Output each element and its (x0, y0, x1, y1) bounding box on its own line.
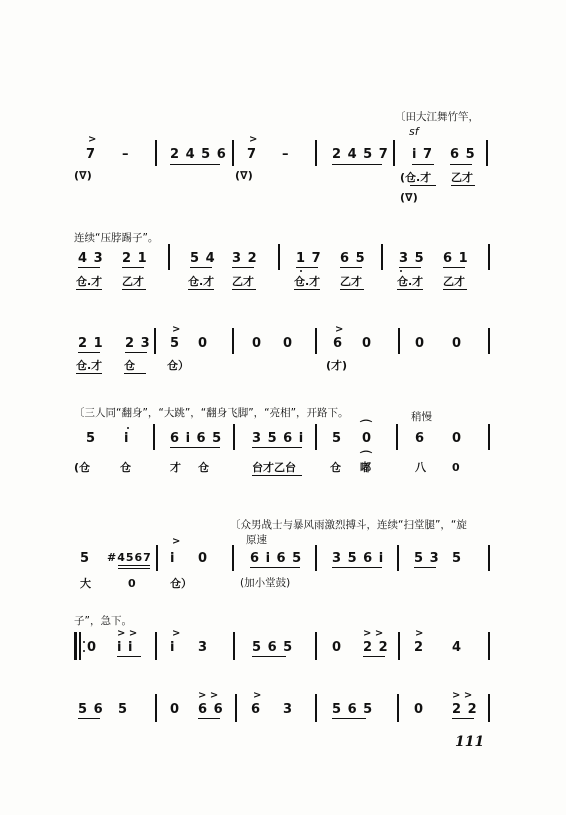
percussion-syllable: (仓 (74, 461, 91, 474)
note: 7 (247, 147, 258, 162)
barline (232, 328, 234, 354)
note: 6 (333, 336, 344, 351)
barline (488, 694, 490, 722)
accent-mark: > (88, 134, 97, 145)
tempo-marking: 稍慢 (411, 411, 432, 423)
note: 3 5 (399, 251, 425, 266)
barline (235, 694, 237, 722)
note: 0 (198, 551, 209, 566)
note: 0 (283, 336, 294, 351)
underline (414, 567, 436, 568)
note: 5 6 5 (252, 640, 294, 655)
percussion-syllable: 台才乙台 (252, 461, 296, 474)
note: 0 (198, 336, 209, 351)
percussion-syllable: 乙才 (451, 171, 473, 184)
octave-dot (127, 427, 129, 429)
underline (78, 267, 100, 268)
note: 5 (118, 702, 129, 717)
percussion-syllable: (仓.才 (400, 171, 432, 184)
barline (168, 244, 170, 270)
percussion-syllable: 仓.才 (294, 275, 321, 288)
note: 0 (332, 640, 343, 655)
percussion-syllable: (∇) (400, 191, 418, 204)
fermata-icon: ⌒ (360, 419, 373, 433)
percussion-syllable: 乙才 (443, 275, 465, 288)
barline (393, 140, 395, 166)
barline (398, 632, 400, 660)
barline (315, 328, 317, 354)
note: 2 2 (452, 702, 478, 717)
page-number: 111 (455, 734, 485, 750)
note: 2 (414, 640, 425, 655)
underline (340, 267, 362, 268)
underline (252, 447, 302, 448)
stage-direction-3: 〔三人同“翻身”，“大跳”，“翻身飞脚”，“亮相”，开路下。 (74, 407, 349, 419)
note: 6 5 (340, 251, 366, 266)
underline (252, 475, 302, 476)
underline (296, 267, 318, 268)
note: 5 (332, 431, 343, 446)
note: 3 5 6 i (252, 431, 305, 446)
note: 0 (170, 702, 181, 717)
note: 5 (452, 551, 463, 566)
note: 3 2 (232, 251, 258, 266)
percussion-syllable: 仓 (330, 461, 341, 474)
note: 5 (80, 551, 91, 566)
barline (488, 244, 490, 270)
note: 6 1 (443, 251, 469, 266)
accent-mark: > (335, 324, 344, 335)
note: i i (117, 640, 134, 655)
underline (76, 289, 102, 290)
note: 6 (415, 431, 426, 446)
barline (315, 694, 317, 722)
barline (486, 140, 488, 166)
underline (450, 164, 472, 165)
note: 2 3 (125, 336, 151, 351)
percussion-syllable: 仓 (120, 461, 131, 474)
underline (78, 718, 100, 719)
percussion-syllable: 仓） (170, 577, 192, 590)
note: 5 (86, 431, 97, 446)
underline (410, 185, 436, 186)
accent-mark: > (172, 324, 181, 335)
accent-mark: > (172, 536, 181, 547)
note: i (170, 640, 176, 655)
underline (76, 373, 102, 374)
percussion-syllable: 仓.才 (397, 275, 424, 288)
underline (332, 718, 366, 719)
accent-mark: > > (117, 628, 138, 639)
barline (154, 328, 156, 354)
note: 5 4 (190, 251, 216, 266)
underline (117, 656, 141, 657)
percussion-syllable: 乙才 (232, 275, 254, 288)
barline (381, 244, 383, 270)
note: 0 (362, 431, 373, 446)
underline (451, 185, 475, 186)
note: 0 (452, 336, 463, 351)
barline (153, 424, 155, 450)
percussion-syllable: (∇) (235, 169, 253, 182)
barline (488, 424, 490, 450)
percussion-syllable: 仓.才 (188, 275, 215, 288)
underline (190, 267, 212, 268)
note: 1 7 (296, 251, 322, 266)
barline (398, 328, 400, 354)
note: 4 3 (78, 251, 104, 266)
barline (397, 694, 399, 722)
barline (315, 545, 317, 571)
percussion-syllable: 仓 (124, 359, 135, 372)
stage-direction-5: 子”，急下。 (74, 615, 132, 627)
barline (232, 545, 234, 571)
note: i (170, 551, 176, 566)
underline (250, 567, 300, 568)
repeat-dot (83, 650, 85, 652)
barline (278, 244, 280, 270)
barline (232, 140, 234, 166)
percussion-syllable: (才) (326, 359, 348, 372)
barline (156, 545, 158, 571)
note: 0 (414, 702, 425, 717)
repeat-barline (79, 632, 81, 660)
fermata-icon: ⌒ (360, 450, 373, 464)
note: 2 1 (78, 336, 104, 351)
note: 4 (452, 640, 463, 655)
accent-mark: > (172, 628, 181, 639)
percussion-syllable: 乙才 (340, 275, 362, 288)
stage-direction-1: 〔田大江舞竹竿， (395, 111, 479, 123)
underline (232, 289, 256, 290)
note: 0 (362, 336, 373, 351)
percussion-syllable: (∇) (74, 169, 92, 182)
underline (124, 373, 146, 374)
underline (122, 267, 144, 268)
accent-mark: > > (363, 628, 384, 639)
underline (188, 289, 214, 290)
repeat-barline (74, 632, 77, 660)
underline (198, 718, 220, 719)
note: 0 (415, 336, 426, 351)
note: i (124, 431, 130, 446)
barline (397, 545, 399, 571)
underline (122, 289, 146, 290)
note: #4567 (107, 551, 152, 564)
underline (118, 565, 150, 566)
barline (315, 424, 317, 450)
percussion-syllable: 仓 (198, 461, 209, 474)
accent-mark: > > (452, 690, 473, 701)
underline (340, 289, 364, 290)
underline (232, 267, 254, 268)
repeat-dot (83, 641, 85, 643)
underline (170, 447, 220, 448)
underline (170, 164, 220, 165)
percussion-syllable: 才 (170, 461, 181, 474)
underline (399, 267, 421, 268)
percussion-syllable: 八 (415, 461, 426, 474)
percussion-syllable: 0 (128, 577, 136, 590)
percussion-syllable: 仓.才 (76, 359, 103, 372)
note: – (282, 147, 290, 162)
accent-mark: > (415, 628, 424, 639)
note: 7 (86, 147, 97, 162)
note: 2 2 (363, 640, 389, 655)
barline (155, 694, 157, 722)
note: 5 3 (414, 551, 440, 566)
stage-direction-4: 〔众男战士与暴风雨激烈搏斗，连续“扫堂腿”，“旋 (230, 519, 467, 531)
accent-mark: > (253, 690, 262, 701)
note: 2 1 (122, 251, 148, 266)
barline (488, 328, 490, 354)
dynamic-marking: sf (409, 125, 419, 138)
note: 5 (170, 336, 181, 351)
percussion-syllable: 0 (452, 461, 460, 474)
barline (155, 632, 157, 660)
note: 6 i 6 5 (250, 551, 303, 566)
underline (363, 656, 385, 657)
tempo-marking: 原速 (246, 534, 267, 546)
underline (452, 718, 474, 719)
barline (488, 545, 490, 571)
note: 3 5 6 i (332, 551, 385, 566)
note: i 7 (412, 147, 434, 162)
note: 6 6 (198, 702, 224, 717)
note: 2 4 5 7 (332, 147, 389, 162)
percussion-syllable: 仓.才 (76, 275, 103, 288)
barline (315, 140, 317, 166)
accent-mark: > (249, 134, 258, 145)
note: 5 6 (78, 702, 104, 717)
barline (155, 140, 157, 166)
instrument-note: (加小堂鼓) (240, 577, 291, 589)
note: 6 (251, 702, 262, 717)
note: 3 (283, 702, 294, 717)
octave-dot (400, 270, 402, 272)
barline (233, 632, 235, 660)
note: 0 (452, 431, 463, 446)
underline (118, 568, 150, 569)
underline (443, 289, 467, 290)
note: 3 (198, 640, 209, 655)
octave-dot (300, 270, 302, 272)
note: 6 i 6 5 (170, 431, 223, 446)
percussion-syllable: 乙才 (122, 275, 144, 288)
underline (397, 289, 423, 290)
underline (332, 567, 382, 568)
stage-direction-2: 连续“压脖踢子”。 (74, 232, 159, 244)
underline (332, 164, 382, 165)
percussion-syllable: 仓） (167, 359, 189, 372)
accent-mark: > > (198, 690, 219, 701)
underline (443, 267, 465, 268)
note: 5 6 5 (332, 702, 374, 717)
barline (315, 632, 317, 660)
barline (233, 424, 235, 450)
note: – (122, 147, 130, 162)
note: 2 4 5 6 (170, 147, 227, 162)
underline (78, 352, 100, 353)
note: 0 (252, 336, 263, 351)
barline (488, 632, 490, 660)
note: 0 (87, 640, 98, 655)
underline (125, 352, 147, 353)
underline (412, 164, 434, 165)
percussion-syllable: 嘟 (360, 461, 371, 474)
note: 6 5 (450, 147, 476, 162)
underline (294, 289, 320, 290)
underline (252, 656, 286, 657)
percussion-syllable: 大 (80, 577, 91, 590)
barline (396, 424, 398, 450)
